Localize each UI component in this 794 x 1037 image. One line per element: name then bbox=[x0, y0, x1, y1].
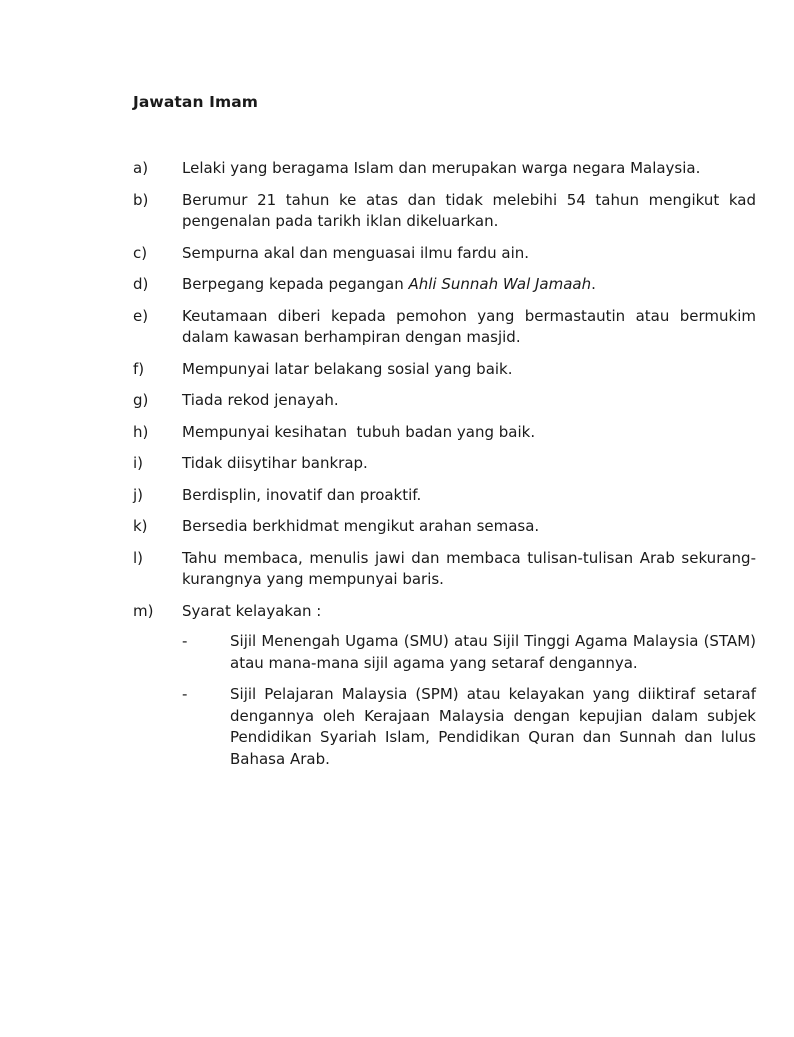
document-page bbox=[133, 92, 756, 790]
item-text-suffix: . bbox=[591, 275, 596, 293]
list-item bbox=[133, 158, 756, 180]
list-item bbox=[133, 453, 756, 475]
item-text: Tidak diisytihar bankrap. bbox=[182, 454, 368, 472]
sublist-item bbox=[182, 631, 756, 674]
dash-bullet: - bbox=[182, 685, 188, 703]
item-text: Lelaki yang beragama Islam dan merupakan warga negara Malaysia. bbox=[182, 159, 701, 177]
item-label: c) bbox=[133, 243, 148, 262]
item-text: Bersedia berkhidmat mengikut arahan semasa. bbox=[182, 517, 540, 535]
item-text: Tahu membaca, menulis jawi dan membaca tulisan-tulisan Arab sekurang-kurangnya yang mempunyai baris. bbox=[182, 548, 756, 588]
list-item bbox=[133, 243, 756, 265]
item-label: a) bbox=[133, 159, 149, 177]
requirements-list bbox=[133, 158, 756, 780]
item-text-italic: Ahli Sunnah Wal Jamaah bbox=[408, 275, 592, 293]
item-label: l) bbox=[133, 548, 144, 567]
item-text: Mempunyai kesihatan tubuh badan yang baik. bbox=[182, 422, 536, 441]
item-label: j) bbox=[133, 485, 144, 504]
item-label: e) bbox=[133, 306, 149, 325]
item-label: d) bbox=[133, 275, 149, 293]
list-item bbox=[133, 190, 756, 233]
item-text: Sempurna akal dan menguasai ilmu fardu ain. bbox=[182, 243, 530, 262]
item-text: Keutamaan diberi kepada pemohon yang bermastautin atau bermukim dalam kawasan berhampiran dengan masjid. bbox=[182, 306, 756, 346]
dash-bullet: - bbox=[182, 632, 188, 650]
sublist-item-text: Sijil Pelajaran Malaysia (SPM) atau kelayakan yang diiktiraf setaraf dengannya oleh Kerajaan Malaysia dengan kepujian dalam subjek Pendidikan Syariah Islam, Pendidikan Quran dan Sunnah dan lulus Bahasa Arab. bbox=[230, 685, 756, 768]
item-text: Berumur 21 tahun ke atas dan tidak melebihi 54 tahun mengikut kad pengenalan pada tarikh iklan dikeluarkan. bbox=[182, 190, 756, 230]
qualification-sublist bbox=[182, 631, 756, 770]
item-label: h) bbox=[133, 422, 149, 441]
sublist-item bbox=[182, 684, 756, 770]
list-item bbox=[133, 516, 756, 538]
list-item bbox=[133, 601, 756, 781]
item-text: Berdisplin, inovatif dan proaktif. bbox=[182, 485, 422, 504]
list-item bbox=[133, 390, 756, 412]
item-text: Tiada rekod jenayah. bbox=[182, 391, 339, 409]
sublist-item-text: Sijil Menengah Ugama (SMU) atau Sijil Tinggi Agama Malaysia (STAM) atau mana-mana sijil agama yang setaraf dengannya. bbox=[230, 632, 756, 672]
list-item bbox=[133, 306, 756, 349]
item-text bbox=[182, 274, 756, 296]
item-label: i) bbox=[133, 454, 144, 472]
item-label: m) bbox=[133, 601, 154, 620]
item-text: Syarat kelayakan : bbox=[182, 601, 322, 620]
item-text-prefix: Berpegang kepada pegangan bbox=[182, 275, 409, 293]
item-content bbox=[182, 601, 756, 781]
list-item bbox=[133, 359, 756, 381]
list-item bbox=[133, 548, 756, 591]
item-label: k) bbox=[133, 517, 148, 535]
list-item bbox=[133, 485, 756, 507]
document-title: Jawatan Imam bbox=[133, 93, 259, 111]
list-item bbox=[133, 274, 756, 296]
item-text: Mempunyai latar belakang sosial yang baik. bbox=[182, 359, 513, 378]
list-item bbox=[133, 422, 756, 444]
item-label: f) bbox=[133, 359, 145, 378]
item-label: g) bbox=[133, 391, 149, 409]
item-label: b) bbox=[133, 190, 149, 209]
